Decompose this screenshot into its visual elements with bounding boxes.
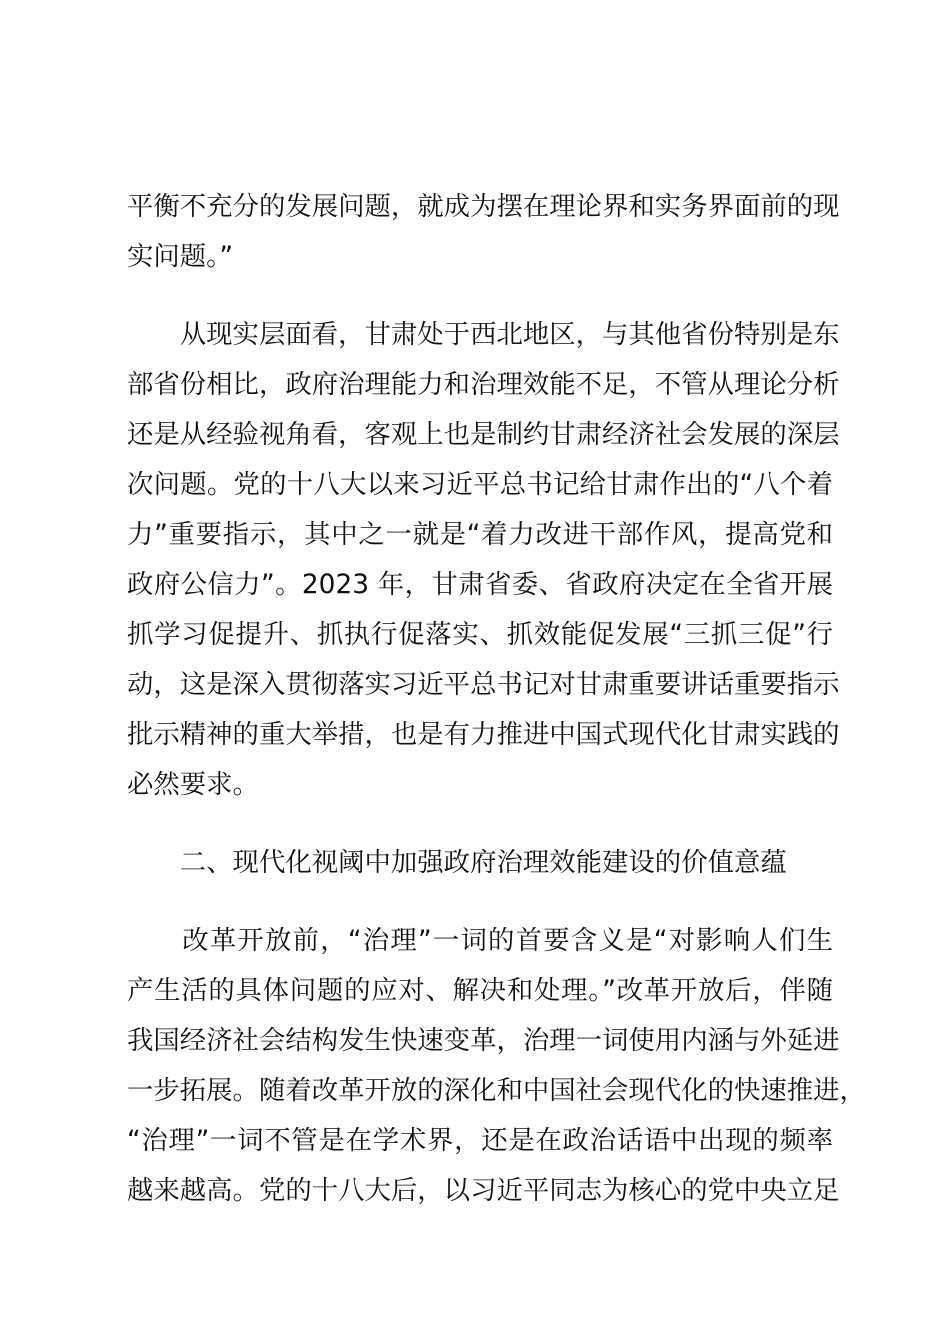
text-line: 产生活的具体问题的应对、解决和处理。”改革开放后，伴随 — [127, 975, 833, 1006]
text-line: 部省份相比，政府治理能力和治理效能不足，不管从理论分析 — [127, 369, 840, 400]
paragraph-governance-meaning — [127, 916, 866, 1216]
section-heading: 二、现代化视阈中加强政府治理效能建设的价值意蕴 — [127, 847, 787, 878]
document-body — [127, 182, 866, 1216]
text-line: 政府公信力”。2023 年，甘肃省委、省政府决定在全省开展 — [127, 569, 833, 600]
paragraph-gap — [127, 888, 833, 916]
text-line: 一步拓展。随着改革开放的深化和中国社会现代化的快速推进， — [127, 1075, 866, 1106]
text-line: 必然要求。 — [127, 769, 259, 800]
text-line: 从现实层面看，甘肃处于西北地区，与其他省份特别是东 — [127, 319, 840, 350]
continuation-paragraph — [127, 182, 840, 282]
paragraph-gap — [127, 282, 833, 310]
text-line: 批示精神的重大举措，也是有力推进中国式现代化甘肃实践的 — [127, 719, 840, 750]
text-line: 实问题。” — [127, 241, 234, 272]
paragraph-reality-level — [127, 310, 840, 810]
text-line: 次问题。党的十八大以来习近平总书记给甘肃作出的“八个着 — [127, 469, 833, 500]
text-line: 我国经济社会结构发生快速变革，治理一词使用内涵与外延进 — [127, 1025, 840, 1056]
text-line: 还是从经验视角看，客观上也是制约甘肃经济社会发展的深层 — [127, 419, 840, 450]
text-line: 改革开放前，“治理”一词的首要含义是“对影响人们生 — [127, 925, 833, 956]
text-line: 抓学习促提升、抓执行促落实、抓效能促发展“三抓三促”行 — [127, 619, 833, 650]
text-line: 动，这是深入贯彻落实习近平总书记对甘肃重要讲话重要指示 — [127, 669, 840, 700]
text-line: “治理”一词不管是在学术界，还是在政治话语中出现的频率 — [127, 1125, 833, 1156]
text-line: 越来越高。党的十八大后，以习近平同志为核心的党中央立足 — [127, 1175, 840, 1206]
paragraph-gap — [127, 810, 833, 838]
text-line: 平衡不充分的发展问题，就成为摆在理论界和实务界面前的现 — [127, 191, 840, 222]
text-line: 力”重要指示，其中之一就是“着力改进干部作风，提高党和 — [127, 519, 833, 550]
